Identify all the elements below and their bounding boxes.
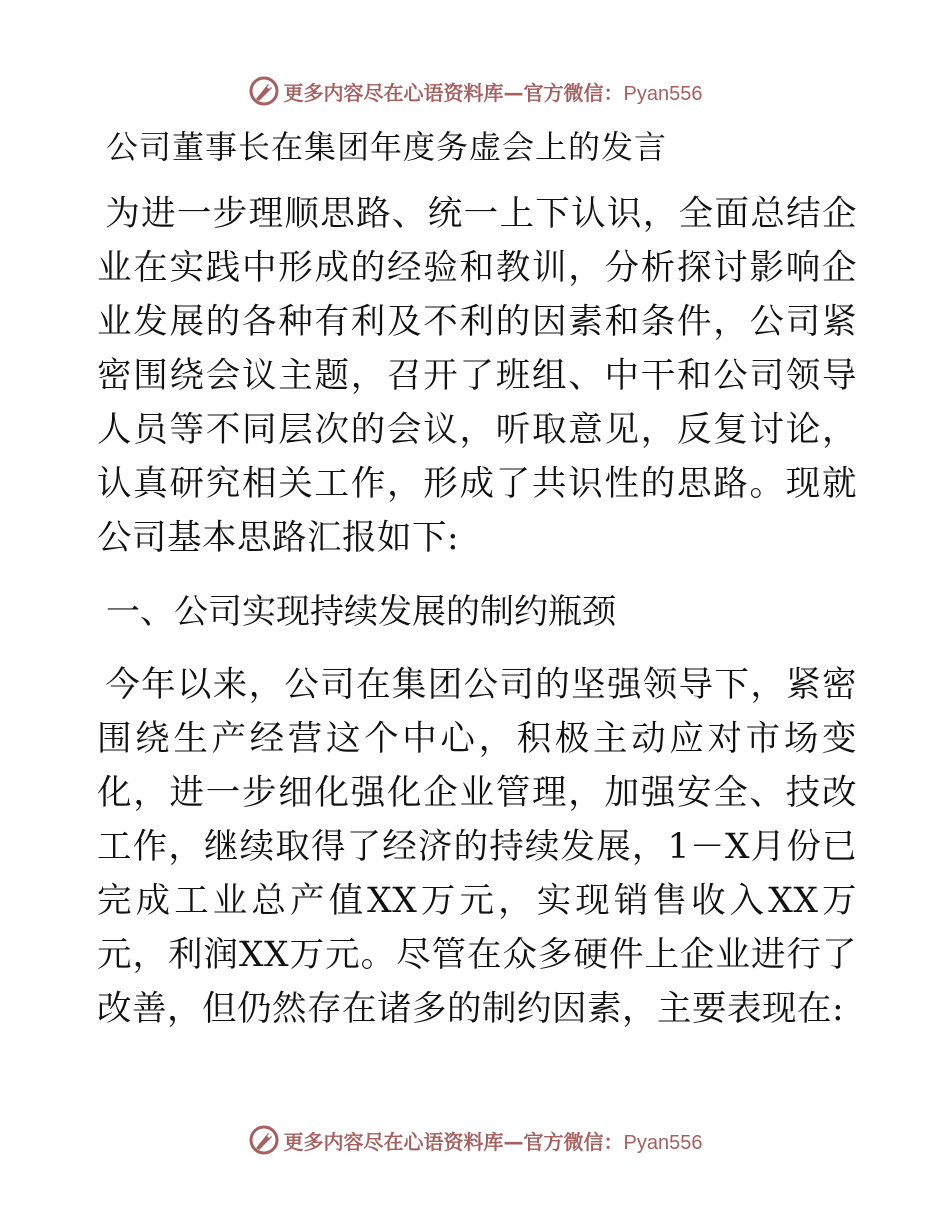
watermark-footer	[0, 1120, 950, 1160]
watermark-header	[0, 71, 950, 111]
intro-paragraph	[97, 187, 857, 565]
pen-nib-circle-icon	[248, 1124, 280, 1156]
section-heading: 一、公司实现持续发展的制约瓶颈	[106, 592, 616, 632]
watermark-wechat-id: Pyan556	[623, 82, 703, 105]
watermark-text	[284, 77, 703, 106]
watermark-separator: —	[503, 1129, 524, 1154]
watermark-text	[284, 1126, 703, 1155]
document-title: 公司董事长在集团年度务虚会上的发言	[106, 128, 668, 166]
watermark-wechat-label: 官方微信：	[523, 1129, 624, 1154]
watermark-library-text: 更多内容尽在心语资料库	[283, 80, 504, 105]
watermark-wechat-label: 官方微信：	[523, 80, 624, 105]
watermark-wechat-id: Pyan556	[623, 1131, 703, 1154]
watermark-separator: —	[503, 80, 524, 105]
watermark-library-text: 更多内容尽在心语资料库	[283, 1129, 504, 1154]
section-paragraph	[97, 658, 857, 1036]
document-body	[97, 121, 857, 1050]
pen-nib-circle-icon	[248, 75, 280, 107]
intro-paragraph-text: 为进一步理顺思路、统一上下认识，全面总结企业在实践中形成的经验和教训，分析探讨影响企业发展的各种有利及不利的因素和条件，公司紧密围绕会议主题，召开了班组、中干和公司领导人员等不同层次的会议，听取意见，反复讨论，认真研究相关工作，形成了共识性的思路。现就公司基本思路汇报如下:	[97, 194, 857, 558]
section-paragraph-text: 今年以来，公司在集团公司的坚强领导下，紧密围绕生产经营这个中心，积极主动应对市场变化，进一步细化强化企业管理，加强安全、技改工作，继续取得了经济的持续发展，1－X月份已完成工业总产值XX万元，实现销售收入XX万元，利润XX万元。尽管在众多硬件上企业进行了改善，但仍然存在诸多的制约因素，主要表现在:	[97, 665, 857, 1029]
